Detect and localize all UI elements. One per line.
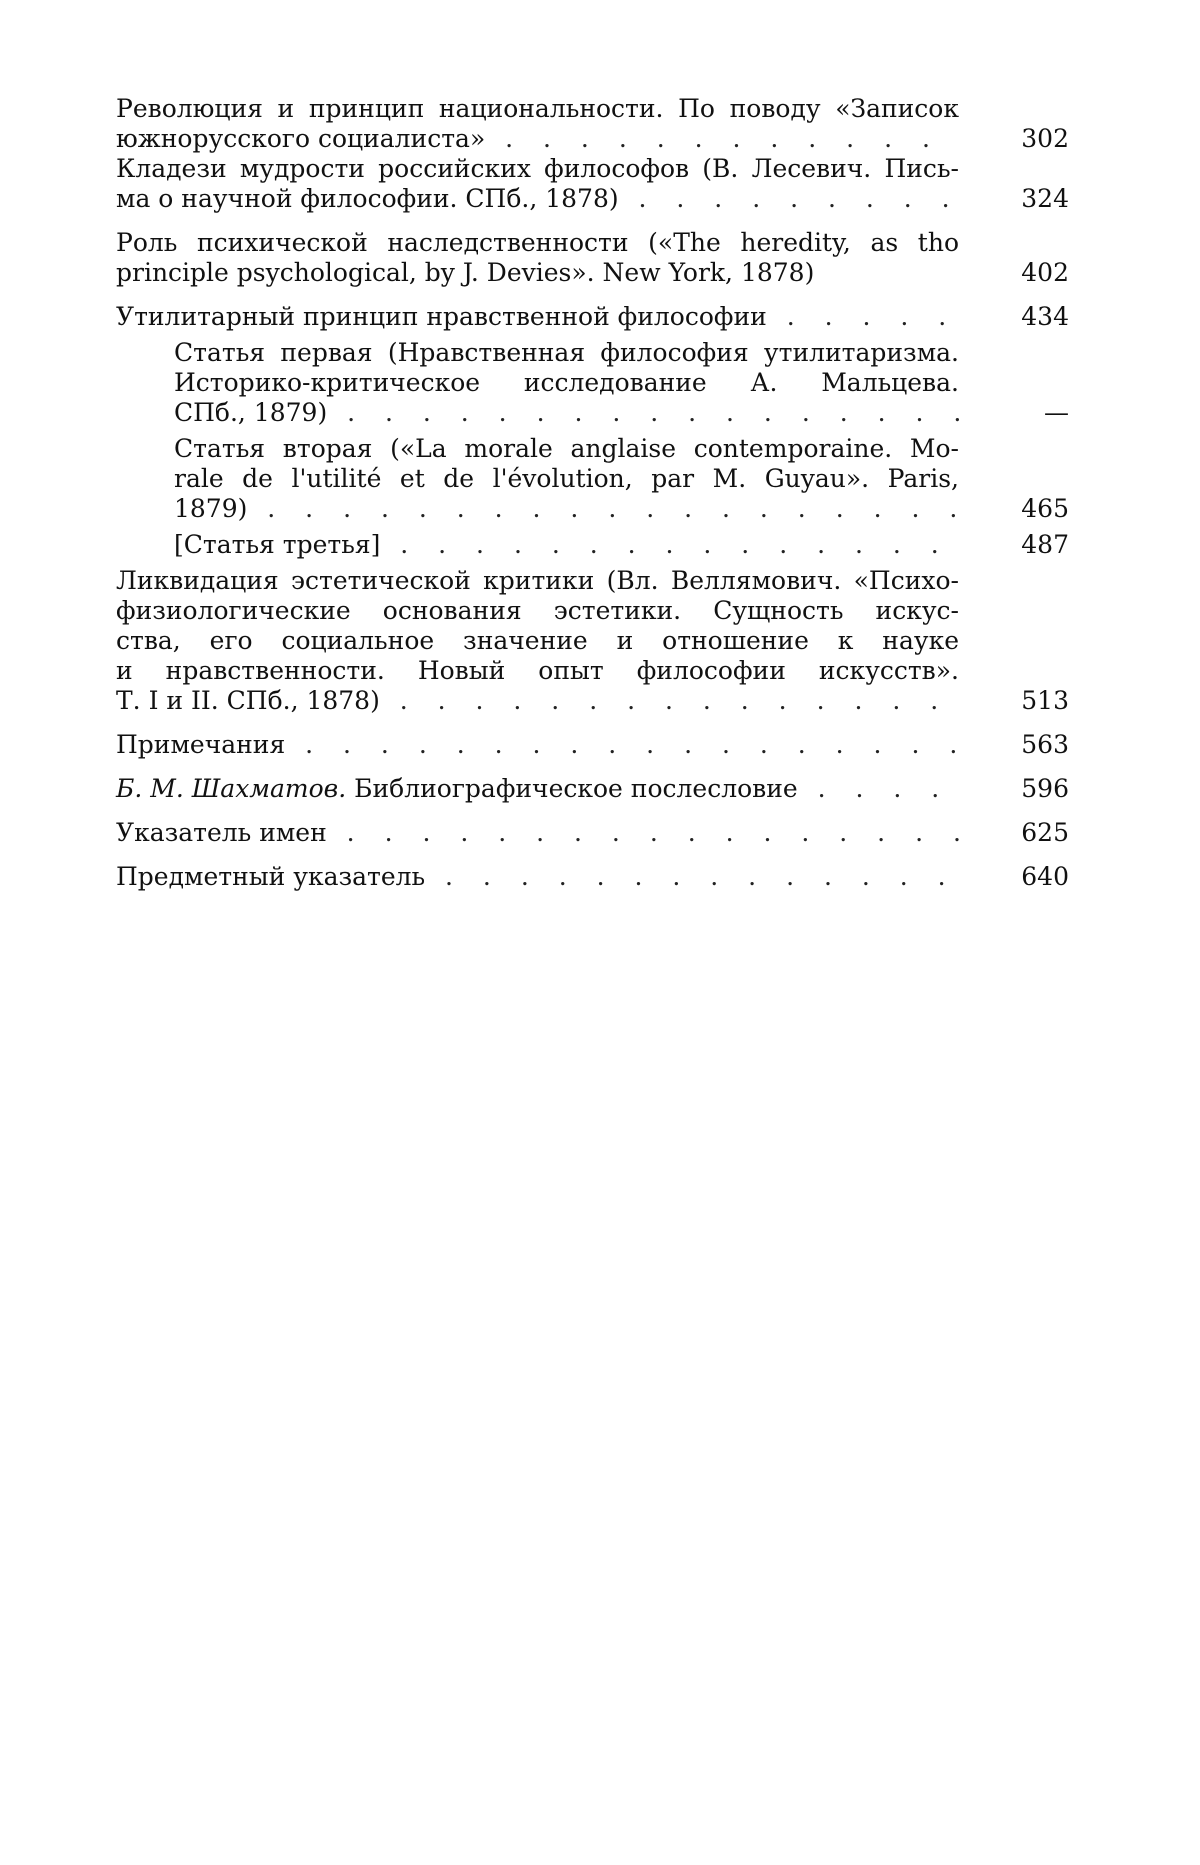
- toc-entry-liquidation: [116, 566, 1069, 716]
- page-number: 596: [1021, 774, 1069, 803]
- toc-entry-notes: [116, 730, 1069, 760]
- toc-entry-subject-index: [116, 862, 1069, 892]
- toc-entry-revolution: [116, 94, 1069, 154]
- entry-line: физиологические основания эстетики. Сущность искус-: [116, 596, 959, 625]
- toc-entry-article-two: [174, 434, 1069, 524]
- toc-entry-article-three: [174, 530, 1069, 560]
- page-number: 402: [1021, 258, 1069, 287]
- page-number: 465: [1021, 494, 1069, 523]
- dot-leader: [333, 398, 959, 428]
- entry-line: Указатель имен: [116, 818, 327, 847]
- entry-line: Роль психической наследственности («The heredity, as tho: [116, 228, 959, 257]
- dot-leader: [253, 494, 959, 524]
- page-number: 563: [1021, 730, 1069, 759]
- entry-line: ма о научной философии. СПб., 1878): [116, 184, 619, 213]
- page-number: —: [1044, 398, 1069, 427]
- entry-line: Предметный указатель: [116, 862, 426, 891]
- entry-line: Статья первая (Нравственная философия утилитаризма.: [174, 338, 959, 367]
- dot-leader: [625, 184, 959, 214]
- entry-line: Библиографическое послесловие: [354, 774, 798, 803]
- page-number: 302: [1021, 124, 1069, 153]
- entry-line: rale de l'utilité et de l'évolution, par M. Guyau». Paris,: [174, 464, 959, 493]
- page-number: 640: [1021, 862, 1069, 891]
- entry-line: 1879): [174, 494, 248, 523]
- dot-leader: [333, 818, 959, 848]
- toc-entry-utilitarian: [116, 302, 1069, 332]
- entry-line: Утилитарный принцип нравственной философии: [116, 302, 767, 331]
- page-number: 513: [1021, 686, 1069, 715]
- entry-line: Кладези мудрости российских философов (В. Лесевич. Пись-: [116, 154, 959, 183]
- toc-entry-kladezi: [116, 154, 1069, 214]
- entry-line: Революция и принцип национальности. По поводу «Записок: [116, 94, 959, 123]
- toc-entry-heredity: [116, 228, 1069, 288]
- dot-leader: [773, 302, 959, 332]
- toc-entry-afterword: [116, 774, 1069, 804]
- entry-line: Т. I и II. СПб., 1878): [116, 686, 380, 715]
- dot-leader: [386, 686, 959, 716]
- toc-entry-name-index: [116, 818, 1069, 848]
- entry-line: южнорусского социалиста»: [116, 124, 486, 153]
- dot-leader: [291, 730, 959, 760]
- entry-line: Статья вторая («La morale anglaise contemporaine. Mo-: [174, 434, 959, 463]
- entry-line: [Статья третья]: [174, 530, 381, 559]
- dot-leader: [431, 862, 959, 892]
- entry-line: СПб., 1879): [174, 398, 328, 427]
- entry-line: Историко-критическое исследование А. Мальцева.: [174, 368, 959, 397]
- dot-leader: [804, 774, 959, 804]
- dot-leader: [491, 124, 959, 154]
- page-number: 324: [1021, 184, 1069, 213]
- page-number: 434: [1021, 302, 1069, 331]
- toc-entry-article-one: [174, 338, 1069, 428]
- entry-line: и нравственности. Новый опыт философии искусств».: [116, 656, 959, 685]
- page-number: 625: [1021, 818, 1069, 847]
- table-of-contents: [116, 94, 1069, 892]
- entry-line: principle psychological, by J. Devies». New York, 1878): [116, 258, 815, 287]
- page-number: 487: [1021, 530, 1069, 559]
- entry-line: ства, его социальное значение и отношение к науке: [116, 626, 959, 655]
- author-name: Б. М. Шахматов.: [116, 774, 347, 803]
- entry-line: Примечания: [116, 730, 286, 759]
- dot-leader: [386, 530, 959, 560]
- entry-line: Ликвидация эстетической критики (Вл. Веллямович. «Психо-: [116, 566, 959, 595]
